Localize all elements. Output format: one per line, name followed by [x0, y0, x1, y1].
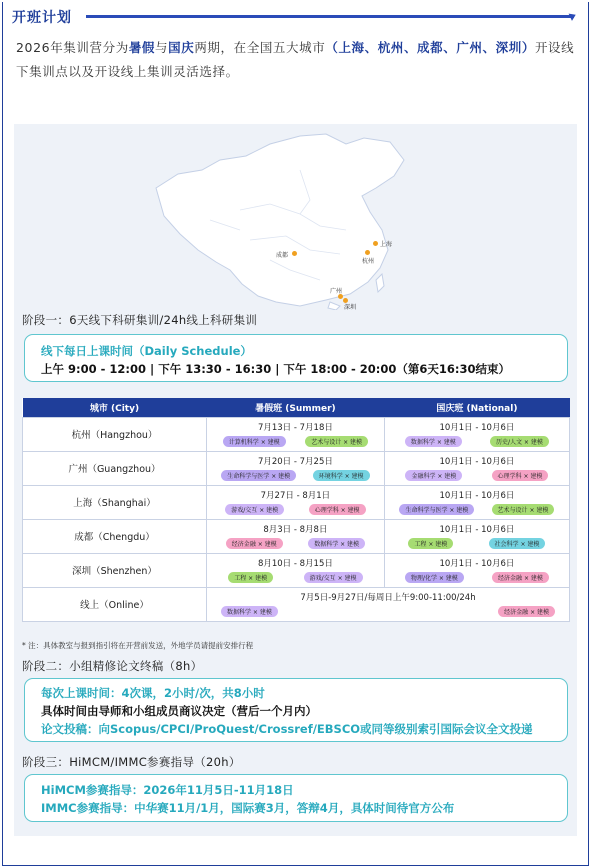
- national-date: 10月1日 - 10月6日: [439, 559, 515, 569]
- national-cell: [384, 417, 569, 451]
- city-cell: 深圳（Shenzhen）: [23, 553, 207, 587]
- summer-cell: [207, 519, 385, 553]
- china-map-outline: [150, 130, 410, 310]
- map-label-chengdu: 成都: [276, 252, 289, 259]
- intro-text: 2026年集训营分为: [16, 40, 129, 55]
- daily-schedule-box: [24, 334, 568, 382]
- stage2-line3: 论文投稿：向Scopus/CPCI/ProQuest/Crossref/EBSCO或同等级别索引国际会议全文投递: [41, 722, 533, 736]
- intro-highlight-cities: （上海、杭州、成都、广州、深圳）: [325, 40, 535, 55]
- summer-cell: [207, 417, 385, 451]
- title-underline: [86, 15, 574, 18]
- topic-tag: 历史/人文 × 建模: [490, 436, 549, 447]
- summer-date: 8月3日 - 8月8日: [263, 525, 328, 535]
- summer-date: 7月27日 - 8月1日: [260, 491, 331, 501]
- summer-date: 7月13日 - 7月18日: [257, 423, 333, 433]
- map-label-guangzhou: 广州: [330, 288, 343, 295]
- summer-date: 7月20日 - 7月25日: [257, 457, 333, 467]
- topic-tag: 数据科学 × 建模: [221, 606, 278, 617]
- topic-tag: 工程 × 建模: [228, 572, 273, 583]
- city-cell: 杭州（Hangzhou）: [23, 417, 207, 451]
- topic-tag: 工程 × 建模: [408, 538, 453, 549]
- city-cell: 上海（Shanghai）: [23, 485, 207, 519]
- topic-tag: 经济金融 × 建模: [498, 606, 555, 617]
- map-label-shenzhen: 深圳: [344, 304, 357, 311]
- online-date: 7月5日-9月27日/每周日上午9:00-11:00/24h: [300, 593, 476, 603]
- intro-highlight-national: 国庆: [168, 40, 195, 55]
- summer-cell: [207, 451, 385, 485]
- stage2-box: [24, 678, 568, 742]
- intro-text: 与: [155, 40, 169, 55]
- stage1-label: 阶段一：6天线下科研集训/24h线上科研集训: [22, 313, 258, 327]
- stage2-label: 阶段二：小组精修论文终稿（8h）: [22, 659, 203, 673]
- china-map: [150, 130, 410, 310]
- city-cell: 广州（Guangzhou）: [23, 451, 207, 485]
- city-cell: 线上（Online）: [23, 587, 207, 621]
- topic-tag: 游戏/交互 × 建模: [225, 504, 284, 515]
- table-row: [23, 519, 570, 553]
- summer-cell: [207, 485, 385, 519]
- chengdu-dot: [292, 251, 297, 256]
- national-date: 10月1日 - 10月6日: [439, 423, 515, 433]
- col-header-city: 城市 (City): [23, 398, 207, 417]
- shanghai-dot: [373, 241, 378, 246]
- stage3-label: 阶段三：HiMCM/IMMC参赛指导（20h）: [22, 755, 241, 769]
- col-header-national: 国庆班 (National): [384, 398, 569, 417]
- table-note: * 注：具体教室与报到指引将在开营前发送，外地学员请提前安排行程: [22, 641, 254, 650]
- schedule-table: [22, 398, 570, 622]
- table-row: [23, 485, 570, 519]
- section-title: 开班计划: [12, 10, 72, 26]
- topic-tag: 数据科学 × 建模: [405, 436, 462, 447]
- intro-text: 两期，在全国五大城市: [194, 40, 326, 55]
- national-cell: [384, 519, 569, 553]
- topic-tag: 心理学科 × 建模: [309, 504, 366, 515]
- schedule-title: 线下每日上课时间（Daily Schedule）: [41, 344, 252, 358]
- table-row: [23, 553, 570, 587]
- online-cell: [207, 587, 570, 621]
- table-row-online: [23, 587, 570, 621]
- topic-tag: 数据科学 × 建模: [308, 538, 365, 549]
- topic-tag: 物理/化学 × 建模: [405, 572, 464, 583]
- topic-tag: 环境科学 × 建模: [313, 470, 370, 481]
- national-cell: [384, 553, 569, 587]
- topic-tag: 经济金融 × 建模: [492, 572, 549, 583]
- table-row: [23, 417, 570, 451]
- intro-highlight-summer: 暑假: [128, 40, 156, 55]
- national-cell: [384, 451, 569, 485]
- section-header: [12, 6, 72, 28]
- topic-tag: 社会科学 × 建模: [489, 538, 546, 549]
- topic-tag: 艺术与设计 × 建模: [305, 436, 368, 447]
- intro-text: 开设线下集训点以及开设线上集训灵活选择。: [16, 40, 575, 79]
- stage3-line1: HiMCM参赛指导：2026年11月5日-11月18日: [41, 783, 294, 797]
- topic-tag: 生命科学与医学 × 建模: [399, 504, 474, 515]
- stage3-box: [24, 774, 568, 822]
- topic-tag: 游戏/交互 × 建模: [304, 572, 363, 583]
- topic-tag: 计算机科学 × 建模: [223, 436, 286, 447]
- summer-date: 8月10日 - 8月15日: [257, 559, 333, 569]
- national-date: 10月1日 - 10月6日: [439, 525, 515, 535]
- schedule-text: 上午 9:00 - 12:00 | 下午 13:30 - 16:30 | 下午 18:00 - 20:00（第6天16:30结束）: [41, 362, 511, 376]
- topic-tag: 心理学科 × 建模: [492, 470, 549, 481]
- national-date: 10月1日 - 10月6日: [439, 457, 515, 467]
- summer-cell: [207, 553, 385, 587]
- national-cell: [384, 485, 569, 519]
- hangzhou-dot: [365, 250, 370, 255]
- national-date: 10月1日 - 10月6日: [439, 491, 515, 501]
- topic-tag: 生命科学与医学 × 建模: [221, 470, 296, 481]
- topic-tag: 金融科学 × 建模: [405, 470, 462, 481]
- intro-paragraph: [16, 36, 576, 84]
- col-header-summer: 暑假班 (Summer): [207, 398, 385, 417]
- stage2-line2: 具体时间由导师和小组成员商议决定（营后一个月内）: [41, 704, 317, 718]
- map-label-hangzhou: 杭州: [362, 258, 375, 265]
- map-label-shanghai: 上海: [380, 241, 393, 248]
- stage3-line2: IMMC参赛指导：中华赛11月/1月，国际赛3月，答辩4月，具体时间待官方公布: [41, 801, 455, 815]
- table-row: [23, 451, 570, 485]
- topic-tag: 经济金融 × 建模: [226, 538, 283, 549]
- topic-tag: 艺术与设计 × 建模: [492, 504, 555, 515]
- city-cell: 成都（Chengdu）: [23, 519, 207, 553]
- stage2-line1: 每次上课时间：4次课，2小时/次，共8小时: [41, 686, 265, 700]
